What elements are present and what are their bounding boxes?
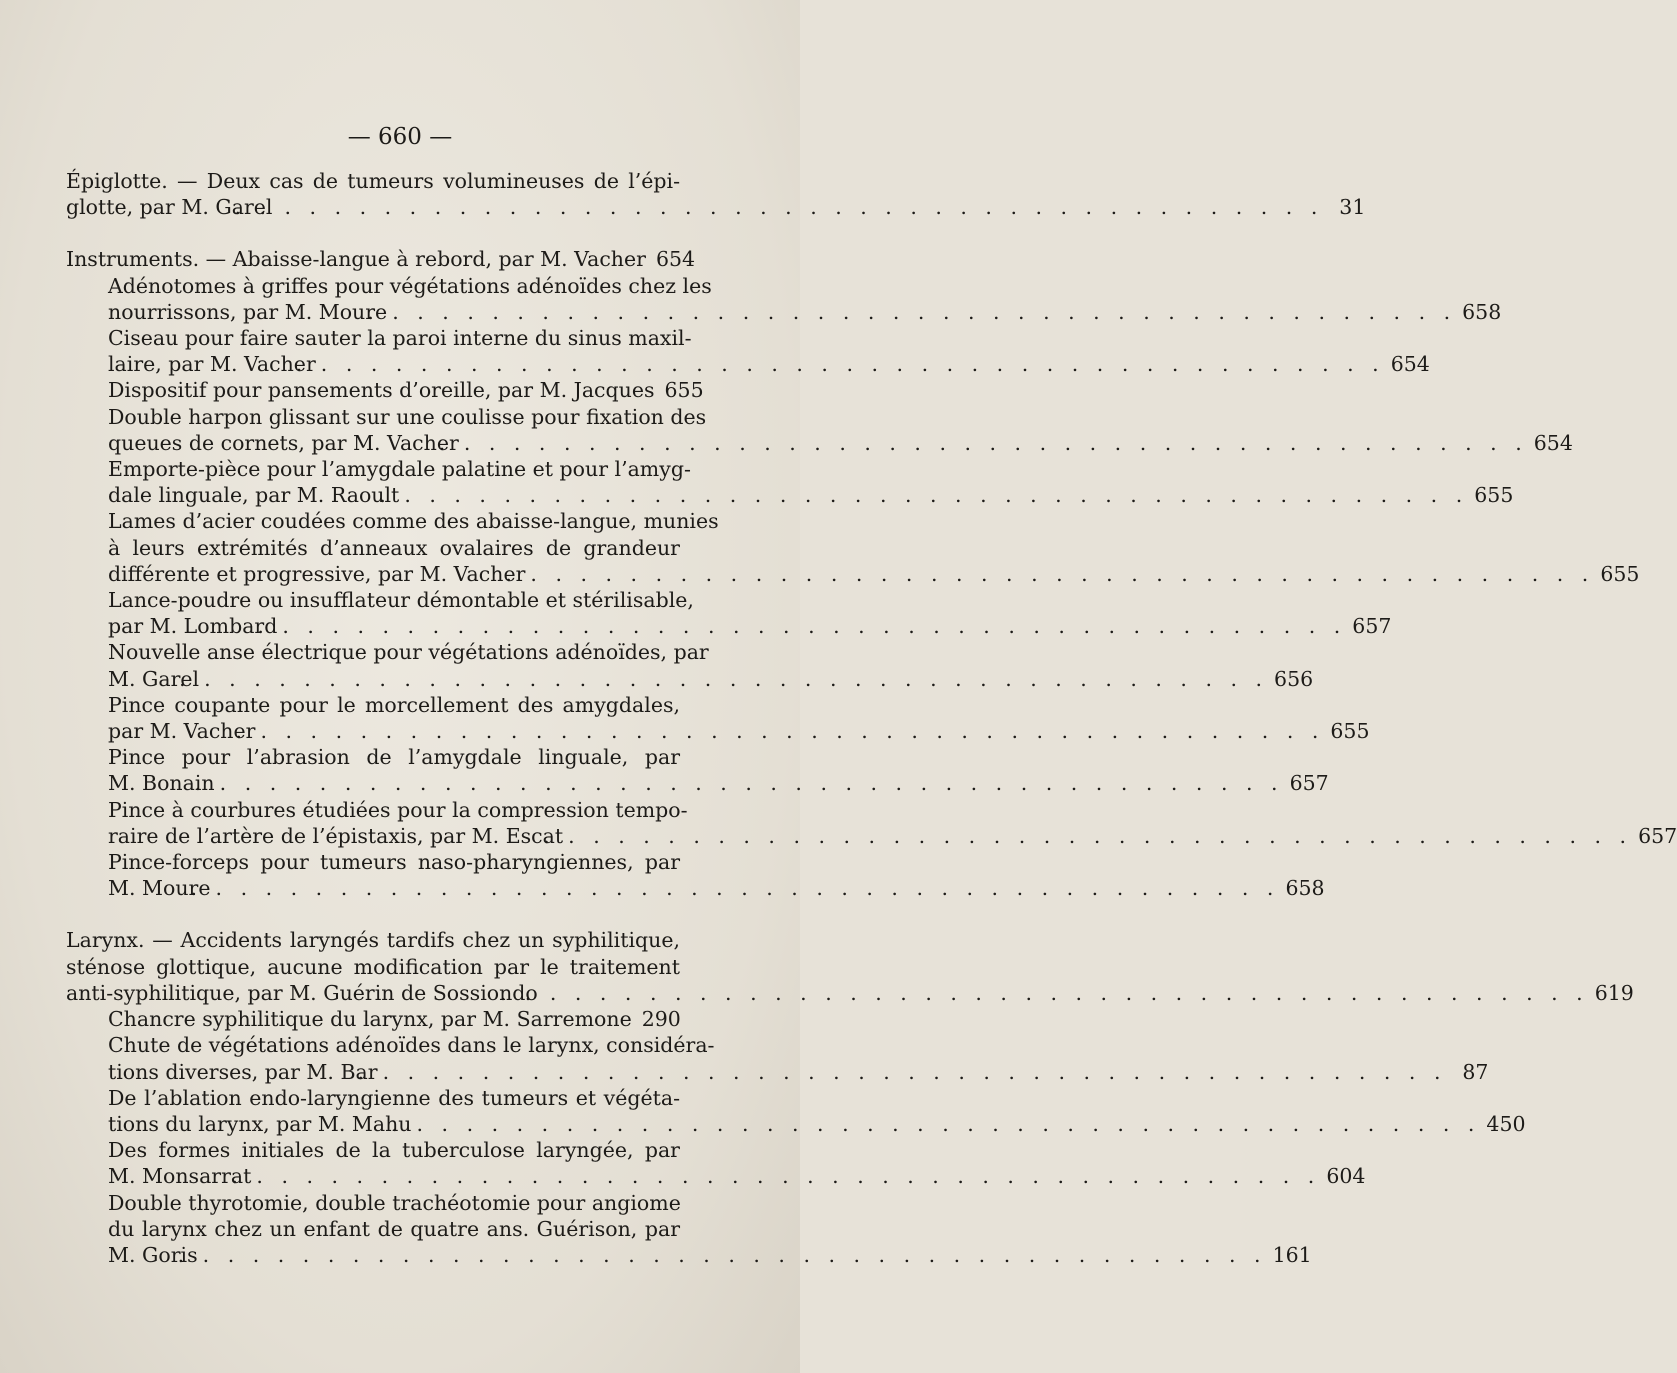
entry-text: M. Goris xyxy=(108,1242,198,1267)
index-entry xyxy=(66,849,1325,901)
entry-last-line xyxy=(108,482,1514,508)
entry-line: Pince à courbures étudiées pour la compression tempo- xyxy=(108,797,688,822)
entry-last-line xyxy=(108,430,1573,456)
entry-text: raire de l’artère de l’épistaxis, par M. Escat xyxy=(108,823,564,848)
entry-text: M. Moure xyxy=(108,876,211,901)
page-reference: 658 xyxy=(1462,299,1502,324)
entry-last-line xyxy=(108,299,1502,325)
entry-last-line xyxy=(108,770,1329,796)
index-entry xyxy=(66,456,1514,508)
index-entry xyxy=(66,273,1502,325)
entry-line: Larynx. — Accidents laryngés tardifs chez un syphilitique, xyxy=(66,928,680,953)
entry-last-line xyxy=(108,561,1640,587)
entry-text: Dispositif pour pansements d’oreille, par M. Jacques xyxy=(108,378,655,403)
dot-leader: . . . . . . . . . . . . . . . . . . . . . . . . . . . . . . . . . . . . . . . . . . . . xyxy=(257,614,1347,639)
page-reference: 655 xyxy=(1600,561,1640,586)
entry-line: Double thyrotomie, double trachéotomie pour angiome xyxy=(108,1190,681,1215)
page-number: — 660 — xyxy=(347,124,453,150)
dot-leader: . . . . . . . . . . . . . . . . . . . . . . . . . . . . . . . . . . . . . . . . . . . . xyxy=(295,352,1385,377)
entry-line: Emporte-pièce pour l’amygdale palatine et pour l’amyg- xyxy=(108,457,691,482)
dot-leader: . . . . . . . . . . . . . . . . . . . . . . . . . . . . . . . . . . . . . . . . . . . . xyxy=(235,719,1325,744)
page-reference: 655 xyxy=(1330,719,1370,744)
entry-line: Épiglotte. — Deux cas de tumeurs volumineuses de l’épi- xyxy=(66,169,680,193)
entry-last-line xyxy=(108,666,1314,692)
entry-text: différente et progressive, par M. Vacher xyxy=(108,561,526,586)
page-reference: 657 xyxy=(1638,823,1677,848)
index-section xyxy=(66,927,1634,1268)
entry-last-line xyxy=(108,718,1370,744)
entry-last-line xyxy=(108,1163,1366,1189)
page-reference: 604 xyxy=(1326,1164,1366,1189)
entry-text: dale linguale, par M. Raoult xyxy=(108,483,400,508)
page-reference: 654 xyxy=(1533,430,1573,455)
entry-line: Nouvelle anse électrique pour végétations adénoïdes, par xyxy=(108,640,709,665)
page-reference: 31 xyxy=(1339,195,1366,220)
index-entry xyxy=(66,325,1430,377)
entry-text: laire, par M. Vacher xyxy=(108,352,316,377)
index-entry xyxy=(66,1085,1526,1137)
index-entry xyxy=(66,246,696,272)
entry-text: anti-syphilitique, par M. Guérin de Sossiondo xyxy=(66,980,538,1005)
page-reference: 619 xyxy=(1594,980,1634,1005)
page-reference: 161 xyxy=(1272,1242,1312,1267)
index-entry xyxy=(66,692,1370,744)
entry-line: Adénotomes à griffes pour végétations adénoïdes chez les xyxy=(108,273,712,298)
entry-line: du larynx chez un enfant de quatre ans. Guérison, par xyxy=(108,1216,680,1241)
dot-leader: . . . . . . . . . . . . . . . . . . . . . . . . . . . . . . . . . . . . . . . . . . . . xyxy=(190,876,1280,901)
entry-line: Ciseau pour faire sauter la paroi interne du sinus maxil- xyxy=(108,326,692,351)
dot-leader: . . . . . . . . . . . . . . . . . . . . . . . . . . . . . . . . . . . . . . . . . . . . xyxy=(438,430,1528,455)
entry-text: nourrissons, par M. Moure xyxy=(108,299,388,324)
entry-last-line xyxy=(108,377,704,403)
index-section xyxy=(66,168,1366,220)
entry-text: M. Monsarrat xyxy=(108,1164,252,1189)
index-entry xyxy=(66,744,1329,796)
entry-text: M. Garel xyxy=(108,666,200,691)
entry-last-line xyxy=(66,246,696,272)
entry-last-line xyxy=(108,823,1677,849)
entry-text: queues de cornets, par M. Vacher xyxy=(108,430,459,455)
index-entry xyxy=(66,639,1314,691)
entry-line: Lames d’acier coudées comme des abaisse-langue, munies xyxy=(108,509,719,534)
entry-line: Pince pour l’abrasion de l’amygdale linguale, par xyxy=(108,745,680,770)
entry-line: sténose glottique, aucune modification par le traitement xyxy=(66,954,680,979)
entry-text: Instruments. — Abaisse-langue à rebord, par M. Vacher xyxy=(66,247,646,272)
dot-leader: . . . . . . . . . . . . . . . . . . . . . . . . . . . . . . . . . . . . . . . . . . . . xyxy=(543,823,1633,848)
entry-last-line xyxy=(108,875,1325,901)
dot-leader: . . . . . . . . . . . . . . . . . . . . . . . . . . . . . . . . . . . . . . . . . . . . xyxy=(234,195,1324,220)
index-entry xyxy=(66,404,1573,456)
page-reference: 450 xyxy=(1486,1111,1526,1136)
dot-leader: . . . . . . . . . . . . . . . . . . . . . . . . . . . . . . . . . . . . . . . . . . . . xyxy=(194,771,1284,796)
entry-text: M. Bonain xyxy=(108,771,215,796)
entry-last-line xyxy=(66,194,1366,220)
entry-last-line xyxy=(108,1006,681,1032)
index-section xyxy=(66,246,1677,901)
entry-last-line xyxy=(108,1059,1489,1085)
entry-line: Chute de végétations adénoïdes dans le larynx, considéra- xyxy=(108,1033,715,1058)
entry-text: par M. Vacher xyxy=(108,719,256,744)
entry-last-line xyxy=(108,1111,1526,1137)
dot-leader: . . . . . . . . . . . . . . . . . . . . . . . . . . . . . . . . . . . . . . . . . . . . xyxy=(391,1111,1481,1136)
entry-line: Lance-poudre ou insufflateur démontable et stérilisable, xyxy=(108,588,694,613)
entry-text: par M. Lombard xyxy=(108,614,278,639)
page-reference: 654 xyxy=(1390,352,1430,377)
entry-last-line xyxy=(108,351,1430,377)
page-reference: 658 xyxy=(1285,876,1325,901)
dot-leader: . . . . . . . . . . . . . . . . . . . . . . . . . . . . . . . . . . . . . . . . . . . . xyxy=(367,299,1457,324)
entry-last-line xyxy=(108,613,1392,639)
entry-line: à leurs extrémités d’anneaux ovalaires de grandeur xyxy=(108,535,680,560)
page-reference: 655 xyxy=(664,378,704,403)
dot-leader: . . . . . . . . . . . . . . . . . . . . . . . . . . . . . . . . . . . . . . . . . . . . xyxy=(505,561,1595,586)
entry-line: Des formes initiales de la tuberculose laryngée, par xyxy=(108,1138,680,1163)
dot-leader: . . . . . . . . . . . . . . . . . . . . . . . . . . . . . . . . . . . . . . . . . . . . xyxy=(231,1164,1321,1189)
page-reference: 656 xyxy=(1274,666,1314,691)
entry-text: tions diverses, par M. Bar xyxy=(108,1059,378,1084)
dot-leader: . . . . . . . . . . . . . . . . . . . . . . . . . . . . . . . . . . . . . . . . . . . . xyxy=(379,483,1469,508)
index-entry xyxy=(66,168,1366,220)
page-reference: 657 xyxy=(1352,614,1392,639)
page-reference: 655 xyxy=(1474,483,1514,508)
dot-leader: . . . . . . . . . . . . . . . . . . . . . . . . . . . . . . . . . . . . . . . . . . . . xyxy=(179,666,1269,691)
entry-last-line xyxy=(66,980,1634,1006)
entry-line: De l’ablation endo-laryngienne des tumeurs et végéta- xyxy=(108,1085,680,1110)
dot-leader: . . . . . . . . . . . . . . . . . . . . . . . . . . . . . . . . . . . . . . . . . . . . xyxy=(357,1059,1447,1084)
index-entry xyxy=(66,508,1640,587)
page-reference: 654 xyxy=(655,247,696,272)
index-entry xyxy=(66,1190,1312,1269)
entry-line: Pince coupante pour le morcellement des amygdales, xyxy=(108,692,680,717)
index-entry xyxy=(66,1137,1366,1189)
entry-text: tions du larynx, par M. Mahu xyxy=(108,1111,412,1136)
index-content xyxy=(66,168,1677,1294)
dot-leader: . . . . . . . . . . . . . . . . . . . . . . . . . . . . . . . . . . . . . . . . . . . . xyxy=(499,980,1589,1005)
entry-line: Double harpon glissant sur une coulisse pour fixation des xyxy=(108,404,707,429)
entry-line: Pince-forceps pour tumeurs naso-pharyngiennes, par xyxy=(108,850,680,875)
entry-last-line xyxy=(108,1242,1312,1268)
index-entry xyxy=(66,797,1677,849)
entry-text: Chancre syphilitique du larynx, par M. Sarremone xyxy=(108,1007,632,1032)
index-entry xyxy=(66,587,1392,639)
index-entry xyxy=(66,377,704,403)
page-reference: 657 xyxy=(1289,771,1329,796)
index-entry xyxy=(66,1006,680,1032)
dot-leader: . . . . . . . . . . . . . . . . . . . . . . . . . . . . . . . . . . . . . . . . . . . . xyxy=(177,1242,1267,1267)
index-entry xyxy=(66,927,1634,1006)
page-reference: 290 xyxy=(641,1007,681,1032)
page-reference: 87 xyxy=(1462,1059,1489,1084)
entry-text: glotte, par M. Garel xyxy=(66,195,273,220)
index-entry xyxy=(66,1032,1489,1084)
